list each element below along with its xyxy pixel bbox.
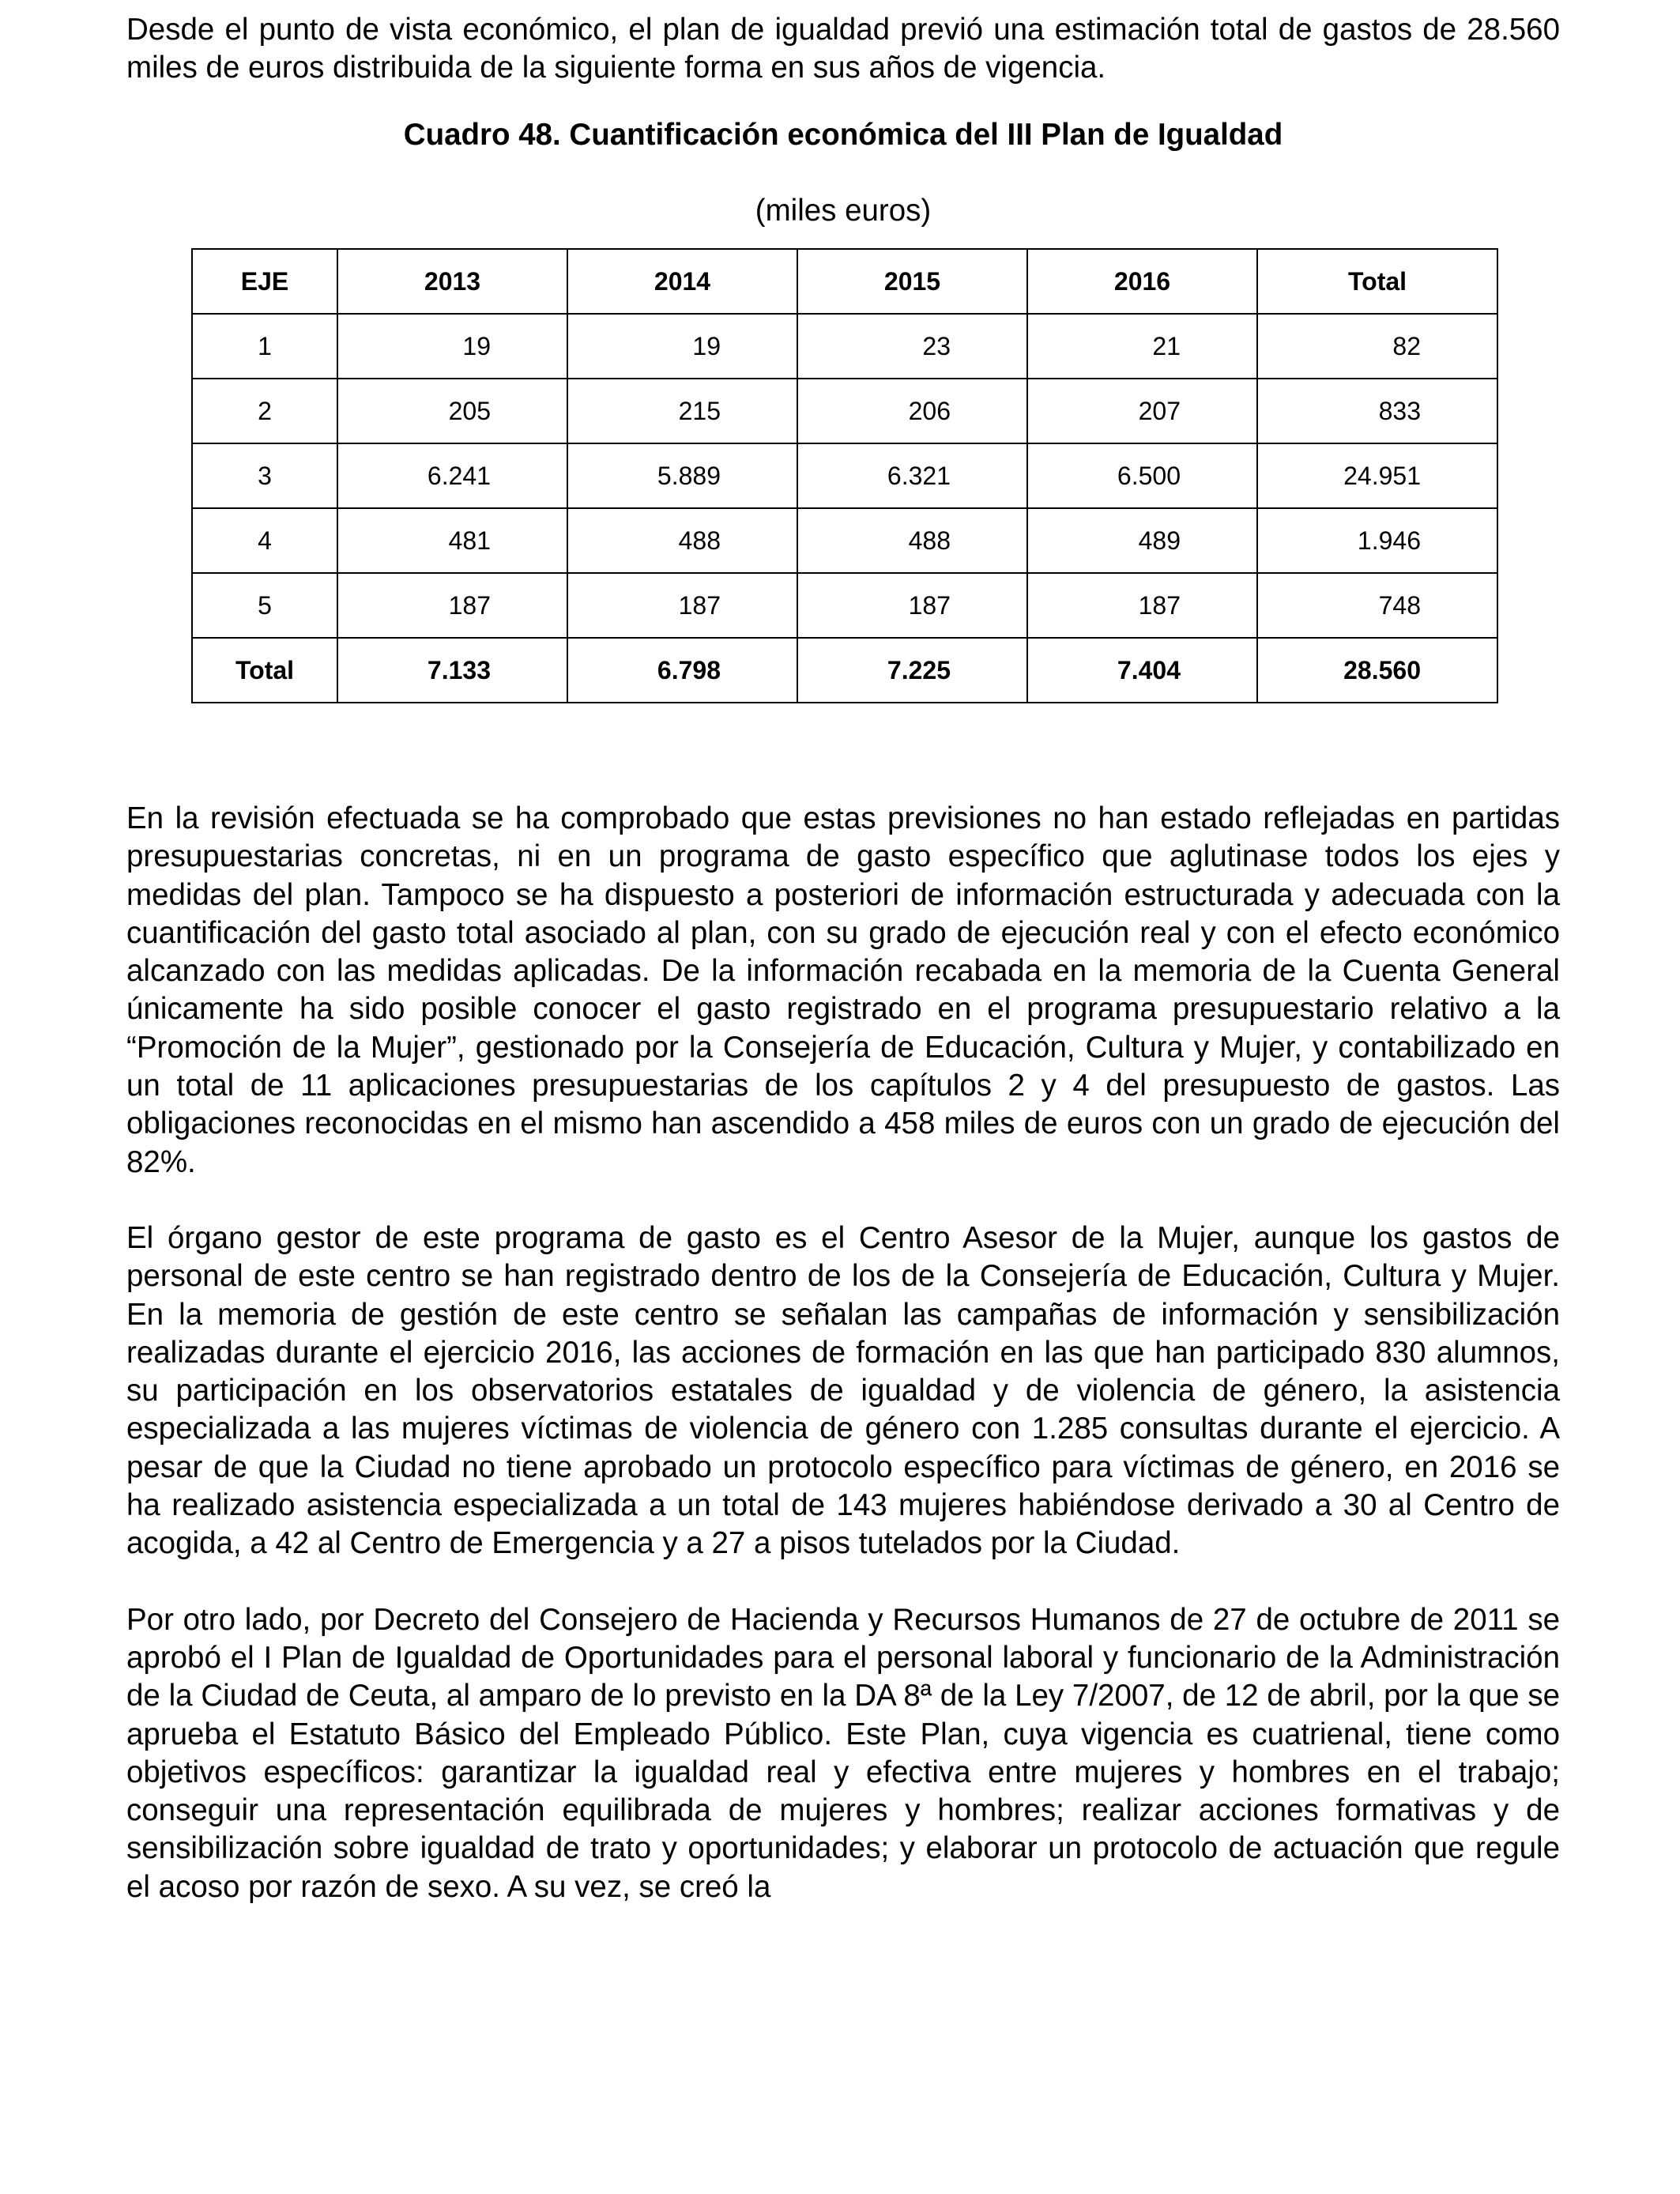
cell-eje: 4 bbox=[192, 508, 337, 573]
cell-2013: 6.241 bbox=[337, 443, 567, 508]
cell-eje: 2 bbox=[192, 379, 337, 443]
cell-2015: 206 bbox=[797, 379, 1027, 443]
cell-total-2013: 7.133 bbox=[337, 638, 567, 703]
intro-paragraph: Desde el punto de vista económico, el plan de igualdad previó una estimación total de gastos de 28.560 miles de euros distribuida de la siguiente forma en sus años de vigencia. bbox=[126, 13, 1560, 85]
cell-2013: 481 bbox=[337, 508, 567, 573]
cell-eje: 1 bbox=[192, 314, 337, 379]
header-2016: 2016 bbox=[1027, 249, 1257, 314]
cell-total: 24.951 bbox=[1257, 443, 1497, 508]
table-row bbox=[192, 573, 1497, 638]
header-2015: 2015 bbox=[797, 249, 1027, 314]
cell-total-label: Total bbox=[192, 638, 337, 703]
cell-2014: 187 bbox=[567, 573, 797, 638]
table-caption: Cuadro 48. Cuantificación económica del III Plan de Igualdad bbox=[403, 117, 1283, 152]
cell-2013: 187 bbox=[337, 573, 567, 638]
header-eje: EJE bbox=[192, 249, 337, 314]
body-text bbox=[126, 800, 1560, 1944]
document-page bbox=[126, 11, 1560, 230]
table-row bbox=[192, 379, 1497, 443]
cell-eje: 3 bbox=[192, 443, 337, 508]
cell-2015: 6.321 bbox=[797, 443, 1027, 508]
cell-2014: 215 bbox=[567, 379, 797, 443]
table-header-row bbox=[192, 249, 1497, 314]
cell-total-2016: 7.404 bbox=[1027, 638, 1257, 703]
table-row bbox=[192, 508, 1497, 573]
cell-2016: 489 bbox=[1027, 508, 1257, 573]
cell-2015: 23 bbox=[797, 314, 1027, 379]
table-row bbox=[192, 443, 1497, 508]
cell-total: 748 bbox=[1257, 573, 1497, 638]
cell-total-2015: 7.225 bbox=[797, 638, 1027, 703]
cell-eje: 5 bbox=[192, 573, 337, 638]
cell-2015: 187 bbox=[797, 573, 1027, 638]
cell-2014: 5.889 bbox=[567, 443, 797, 508]
table-row bbox=[192, 314, 1497, 379]
header-2014: 2014 bbox=[567, 249, 797, 314]
cell-total: 82 bbox=[1257, 314, 1497, 379]
table-total-row bbox=[192, 638, 1497, 703]
cell-total-total: 28.560 bbox=[1257, 638, 1497, 703]
paragraph-organo-gestor: El órgano gestor de este programa de gasto es el Centro Asesor de la Mujer, aunque los gastos de personal de este centro se han registrado dentro de los de la Consejería de Educación, Cultura y Mujer. En la memoria de gestión de este centro se señalan las campañas de información y sensibilización realizadas durante el ejercicio 2016, las acciones de formación en las que han participado 830 alumnos, su participación en los observatorios estatales de igualdad y de violencia de género, la asistencia especializada a las mujeres víctimas de violencia de género con 1.285 consultas durante el ejercicio. A pesar de que la Ciudad no tiene aprobado un protocolo específico para víctimas de género, en 2016 se ha realizado asistencia especializada a un total de 143 mujeres habiéndose derivado a 30 al Centro de acogida, a 42 al Centro de Emergencia y a 27 a pisos tutelados por la Ciudad. bbox=[126, 1220, 1560, 1561]
header-2013: 2013 bbox=[337, 249, 567, 314]
cell-2016: 187 bbox=[1027, 573, 1257, 638]
cell-2013: 205 bbox=[337, 379, 567, 443]
cell-2016: 6.500 bbox=[1027, 443, 1257, 508]
paragraph-decreto: Por otro lado, por Decreto del Consejero de Hacienda y Recursos Humanos de 27 de octubre de 2011 se aprobó el I Plan de Igualdad de Oportunidades para el personal laboral y funcionario de la Administración de la Ciudad de Ceuta, al amparo de lo previsto en la DA 8ª de la Ley 7/2007, de 12 de abril, por la que se aprueba el Estatuto Básico del Empleado Público. Este Plan, cuya vigencia es cuatrienal, tiene como objetivos específicos: garantizar la igualdad real y efectiva entre mujeres y hombres en el trabajo; conseguir una representación equilibrada de mujeres y hombres; realizar acciones formativas y de sensibilización sobre igualdad de trato y oportunidades; y elaborar un protocolo de actuación que regule el acoso por razón de sexo. A su vez, se creó la bbox=[126, 1602, 1560, 1904]
table-units: (miles euros) bbox=[755, 193, 932, 228]
cell-2015: 488 bbox=[797, 508, 1027, 573]
cell-2013: 19 bbox=[337, 314, 567, 379]
budget-table bbox=[191, 248, 1498, 703]
cell-2014: 488 bbox=[567, 508, 797, 573]
paragraph-revision: En la revisión efectuada se ha comprobado que estas previsiones no han estado reflejadas en partidas presupuestarias concretas, ni en un programa de gasto específico que aglutinase todos los ejes y medidas del plan. Tampoco se ha dispuesto a posteriori de información estructurada y adecuada con la cuantificación del gasto total asociado al plan, con su grado de ejecución real y con el efecto económico alcanzado con las medidas aplicadas. De la información recabada en la memoria de la Cuenta General únicamente ha sido posible conocer el gasto registrado en el programa presupuestario relativo a la “Promoción de la Mujer”, gestionado por la Consejería de Educación, Cultura y Mujer, y contabilizado en un total de 11 aplicaciones presupuestarias de los capítulos 2 y 4 del presupuesto de gastos. Las obligaciones reconocidas en el mismo han ascendido a 458 miles de euros con un grado de ejecución del 82%. bbox=[126, 801, 1560, 1179]
cell-2014: 19 bbox=[567, 314, 797, 379]
cell-total: 833 bbox=[1257, 379, 1497, 443]
cell-2016: 21 bbox=[1027, 314, 1257, 379]
cell-total: 1.946 bbox=[1257, 508, 1497, 573]
cell-2016: 207 bbox=[1027, 379, 1257, 443]
cell-total-2014: 6.798 bbox=[567, 638, 797, 703]
header-total: Total bbox=[1257, 249, 1497, 314]
